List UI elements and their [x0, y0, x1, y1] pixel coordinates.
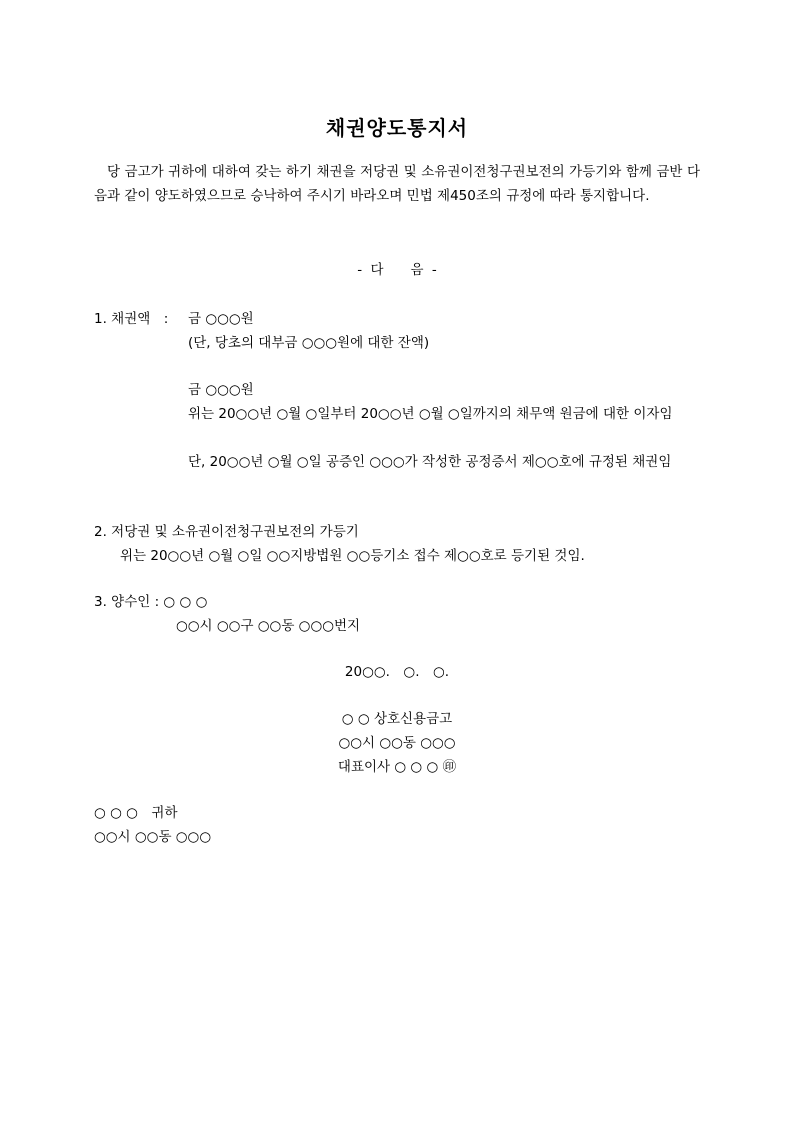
item2-detail: 위는 20○○년 ○월 ○일 ○○지방법원 ○○등기소 접수 제○○호로 등기된 것임.: [120, 548, 585, 564]
item1-note: (단, 당초의 대부금 ○○○원에 대한 잔액): [188, 335, 430, 351]
item1-notary: 단, 20○○년 ○월 ○일 공증인 ○○○가 작성한 공정증서 제○○호에 규정된 채권임: [188, 454, 672, 470]
document-title: 채권양도통지서: [325, 116, 469, 140]
recipient-name: ○ ○ ○ 귀하: [94, 805, 178, 821]
item1-label: 1. 채권액 :: [94, 311, 169, 327]
item1-interest: 위는 20○○년 ○월 ○일부터 20○○년 ○월 ○일까지의 채무액 원금에 대한 이자임: [188, 406, 673, 422]
item1-amount: 금 ○○○원: [188, 311, 254, 327]
sender-address: ○○시 ○○동 ○○○: [338, 735, 456, 751]
item2-label: 2. 저당권 및 소유권이전청구권보전의 가등기: [94, 524, 359, 540]
sender-company: ○ ○ 상호신용금고: [341, 711, 453, 727]
intro-paragraph: 당 금고가 귀하에 대하여 갖는 하기 채권을 저당권 및 소유권이전청구권보전의 가등기와 함께 금반 다음과 같이 양도하였으므로 승낙하여 주시기 바라오며 민법 제450조의 규정에 따라 통지합니다.: [94, 164, 700, 204]
item3-label: 3. 양수인 : ○ ○ ○: [94, 594, 208, 610]
section-heading: - 다 음 -: [357, 262, 437, 278]
item3-address: ○○시 ○○구 ○○동 ○○○번지: [176, 618, 361, 634]
sender-representative: 대표이사 ○ ○ ○ ㊞: [337, 759, 457, 775]
recipient-address: ○○시 ○○동 ○○○: [94, 829, 212, 845]
document-date: 20○○. ○. ○.: [344, 664, 450, 680]
item1-amount2: 금 ○○○원: [188, 382, 254, 398]
